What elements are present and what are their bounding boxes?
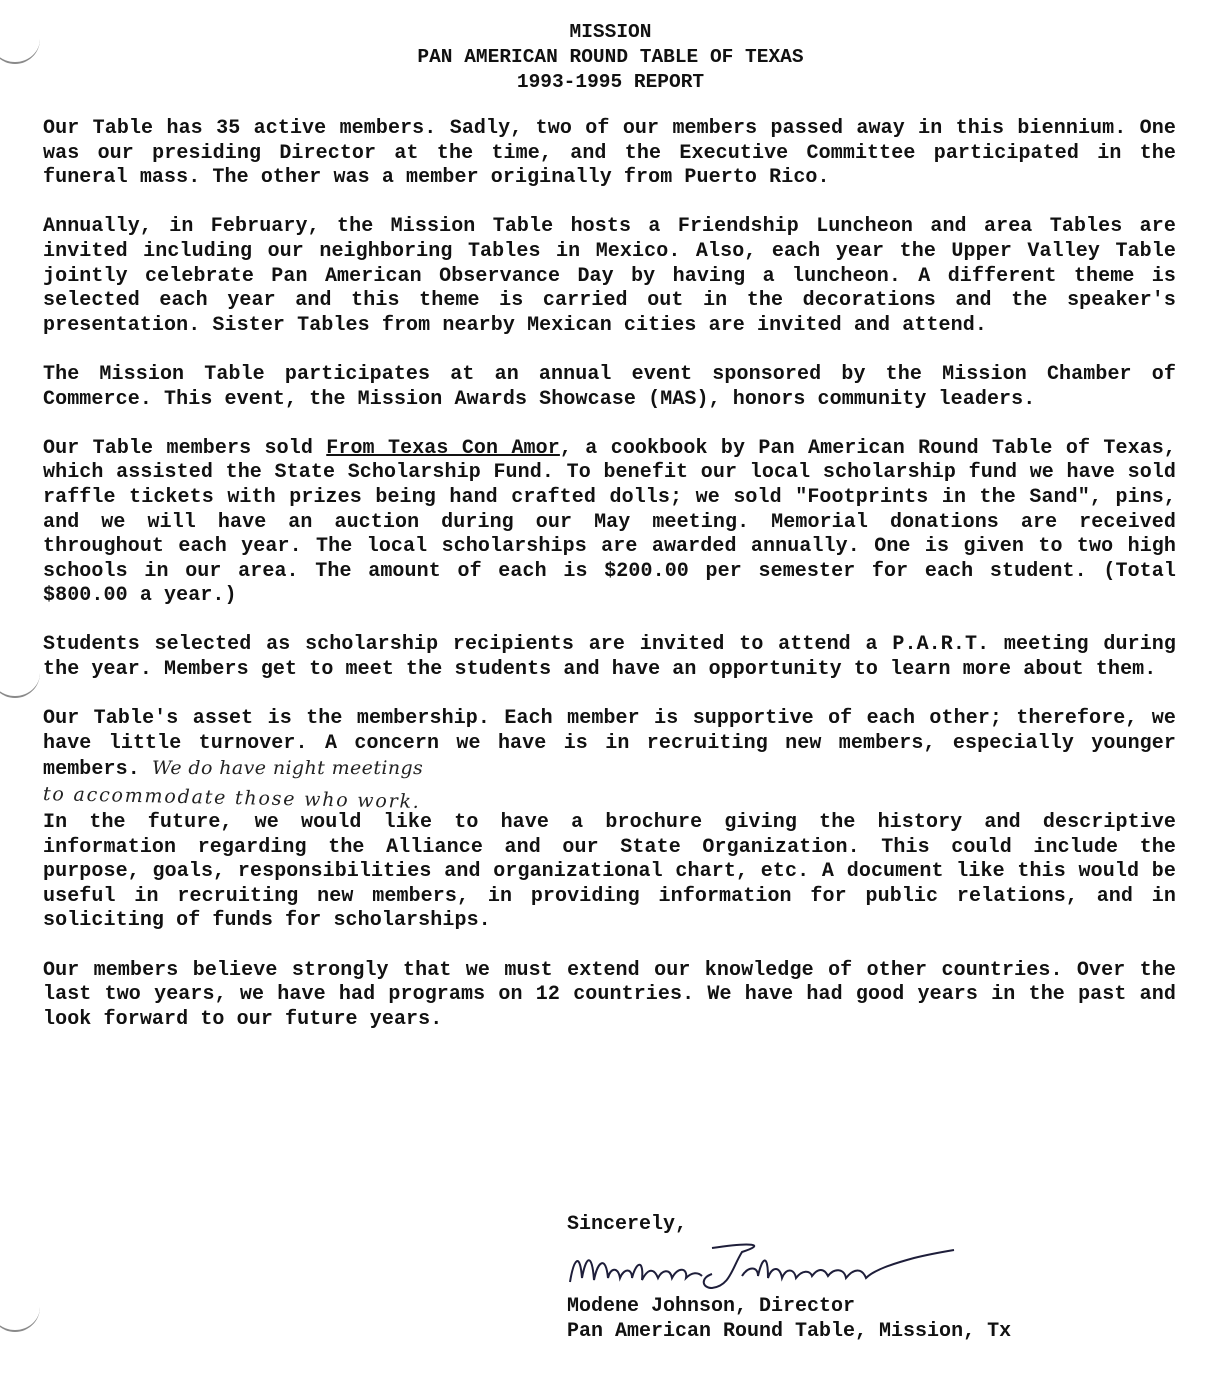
cookbook-title: From Texas Con Amor [326,436,560,460]
signature-image [562,1238,962,1294]
signer-organization: Pan American Round Table, Mission, Tx [567,1320,1012,1343]
paragraph-luncheon: Annually, in February, the Mission Table hosts a Friendship Luncheon and area Tables are invited including our neighboring Tables in Mexico. Also, each year the Upper Valley Table jointly celebrate Pan American Observance Day by having a luncheon. A different theme is selected each year and this theme is carried out in the decorations and the speaker's presentation. Sister Tables from nearby Mexican cities are invited and attend. [43,215,1176,337]
paragraph-chamber-event: The Mission Table participates at an annual event sponsored by the Mission Chamber of Commerce. This event, the Mission Awards Showcase (MAS), honors community leaders. [43,362,1176,411]
paragraph-countries: Our members believe strongly that we must extend our knowledge of other countries. Over the last two years, we have had programs on 12 countries. We have had good years in the past and look forward to our future years. [43,958,1176,1031]
header-line-1: MISSION [569,21,652,43]
paragraph-membership: Our Table has 35 active members. Sadly, two of our members passed away in this biennium. One was our presiding Director at the time, and the Executive Committee participated in the funeral mass. The other was a member originally from Puerto Rico. [43,117,1176,190]
header-line-2: PAN AMERICAN ROUND TABLE OF TEXAS [417,46,804,68]
signer-name-title: Modene Johnson, Director [567,1295,856,1318]
binder-hole-mark [0,672,40,698]
paragraph-asset [43,707,1176,783]
p4-text-before: Our Table members sold [43,436,327,460]
handwritten-note-2: to accommodate those who work. [42,783,421,813]
paragraph-students: Students selected as scholarship recipients are invited to attend a P.A.R.T. meeting during the year. Members get to meet the students and have an opportunity to learn more about them. [43,633,1176,682]
handwritten-note-1: We do have night meetings [151,757,424,780]
p4-text-after: , a cookbook by Pan American Round Table of Texas, which assisted the State Scholarship Fund. To benefit our local scholarship fund we have sold raffle tickets with prizes being hand crafted dolls; we sold "Footprints in the Sand", pins, and we will have an auction during our May meeting. Memorial donations are received throughout each year. The local scholarships are awarded annually. One is given to two high schools in our area. The amount of each is $200.00 per semester for each student. (Total $800.00 a year.) [43,436,1176,608]
closing-salutation: Sincerely, [567,1213,688,1236]
report-header [0,20,1221,95]
report-body [43,117,1176,1057]
paragraph-future: In the future, we would like to have a brochure giving the history and descriptive information regarding the Alliance and our State Organization. This could include the purpose, goals, responsibilities and organizational chart, etc. A document like this would be useful in recruiting new members, in providing information for public relations, and in soliciting of funds for scholarships. [43,811,1176,933]
paragraph-scholarship [43,437,1176,609]
p6-text: Our Table's asset is the membership. Each member is supportive of each other; therefore, we have little turnover. A concern we have is in recruiting new members, especially younger members. [43,707,1176,782]
header-line-3: 1993-1995 REPORT [516,71,705,93]
binder-hole-mark [0,1306,40,1332]
